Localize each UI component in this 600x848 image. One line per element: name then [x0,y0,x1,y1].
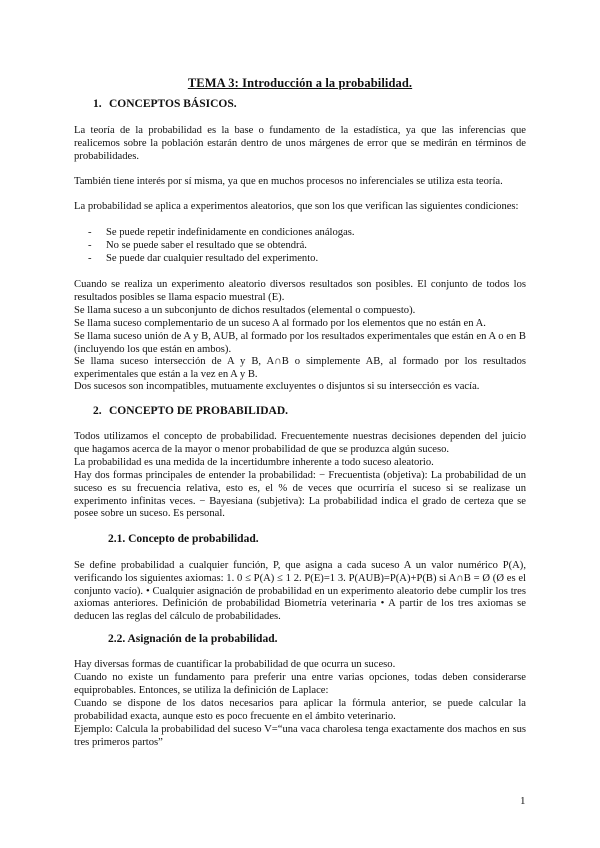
list-item-text: Se puede repetir indefinidamente en condiciones análogas. [106,227,355,238]
paragraph: Se llama suceso unión de A y B, AUB, al formado por los resultados experimentales que están en A o en B (incluyendo los que están en ambos). [74,331,526,355]
list-bullet: - [88,240,92,251]
paragraph: Ejemplo: Calcula la probabilidad del suceso V=“una vaca charolesa tenga exactamente dos machos en sus tres primeros partos” [74,724,526,748]
section-number: 1. [93,98,102,110]
section-heading-conceptos-basicos [93,98,237,110]
subsection-heading-concepto: 2.1. Concepto de probabilidad. [108,533,259,545]
page-title: TEMA 3: Introducción a la probabilidad. [187,76,413,90]
paragraph: También tiene interés por sí misma, ya que en muchos procesos no inferenciales se utiliza esta teoría. [74,176,503,187]
list-item-text: No se puede saber el resultado que se obtendrá. [106,240,307,251]
list-item [88,253,518,266]
paragraph: Dos sucesos son incompatibles, mutuamente excluyentes o disjuntos si su intersección es vacía. [74,381,480,392]
section-title: CONCEPTOS BÁSICOS. [109,98,237,110]
page-number: 1 [520,795,526,807]
section-title: CONCEPTO DE PROBABILIDAD. [109,405,289,417]
paragraph: Cuando se realiza un experimento aleatorio diversos resultados son posibles. El conjunto de todos los resultados posibles se llama espacio muestral (E). [74,279,526,303]
list-item-text: Se puede dar cualquier resultado del experimento. [106,253,319,264]
subsection-heading-asignacion: 2.2. Asignación de la probabilidad. [108,633,278,645]
paragraph: Se llama suceso a un subconjunto de dichos resultados (elemental o compuesto). [74,305,416,316]
section-heading-concepto-probabilidad [93,405,288,417]
list-item [88,240,518,253]
list-bullet: - [88,253,92,264]
paragraph: Todos utilizamos el concepto de probabilidad. Frecuentemente nuestras decisiones dependen del juicio que hagamos acerca de la mayor o menor probabilidad de que se produzca algún suceso. [74,431,526,455]
paragraph: La teoría de la probabilidad es la base o fundamento de la estadística, ya que las inferencias que realicemos sobre la población estarán dentro de unos márgenes de error que se medirán en términos de probabilidades. [74,125,526,162]
paragraph: Se llama suceso intersección de A y B, A∩B o simplemente AB, al formado por los resultados experimentales que están a la vez en A y B. [74,356,526,380]
paragraph: Cuando se dispone de los datos necesarios para aplicar la fórmula anterior, se puede calcular la probabilidad exacta, aunque esto es poco frecuente en el ámbito veterinario. [74,698,526,722]
paragraph: Hay diversas formas de cuantificar la probabilidad de que ocurra un suceso. [74,659,396,670]
list-bullet: - [88,227,92,238]
paragraph: Se define probabilidad a cualquier función, P, que asigna a cada suceso A un valor numérico P(A), verificando los siguientes axiomas: 1. 0 ≤ P(A) ≤ 1 2. P(E)=1 3. P(AUB)=P(A)+P(B) si A∩B = Ø (Ø es el conjunto vacío). • Cualquier asignación de probabilidad en un experimento aleatorio debe cumplir los tres axiomas anteriores. Definición de probabilidad Biometría veterinaria • A partir de los tres axiomas se deducen las reglas del cálculo de probabilidades. [74,560,526,623]
section-number: 2. [93,405,102,417]
list-item [88,227,518,240]
paragraph: La probabilidad es una medida de la incertidumbre inherente a todo suceso aleatorio. [74,457,434,468]
paragraph: La probabilidad se aplica a experimentos aleatorios, que son los que verifican las siguientes condiciones: [74,201,519,212]
paragraph: Cuando no existe un fundamento para preferir una entre varias opciones, todas deben considerarse equiprobables. Entonces, se utiliza la definición de Laplace: [74,672,526,696]
paragraph: Hay dos formas principales de entender la probabilidad: − Frecuentista (objetiva): La probabilidad de un suceso es su frecuencia relativa, esto es, el % de veces que ocurriría el suceso si se realizase un experimento infinitas veces. − Bayesiana (subjetiva): La probabilidad indica el grado de certeza que se posee sobre un suceso. Es personal. [74,470,526,520]
paragraph: Se llama suceso complementario de un suceso A al formado por los elementos que no están en A. [74,318,486,329]
